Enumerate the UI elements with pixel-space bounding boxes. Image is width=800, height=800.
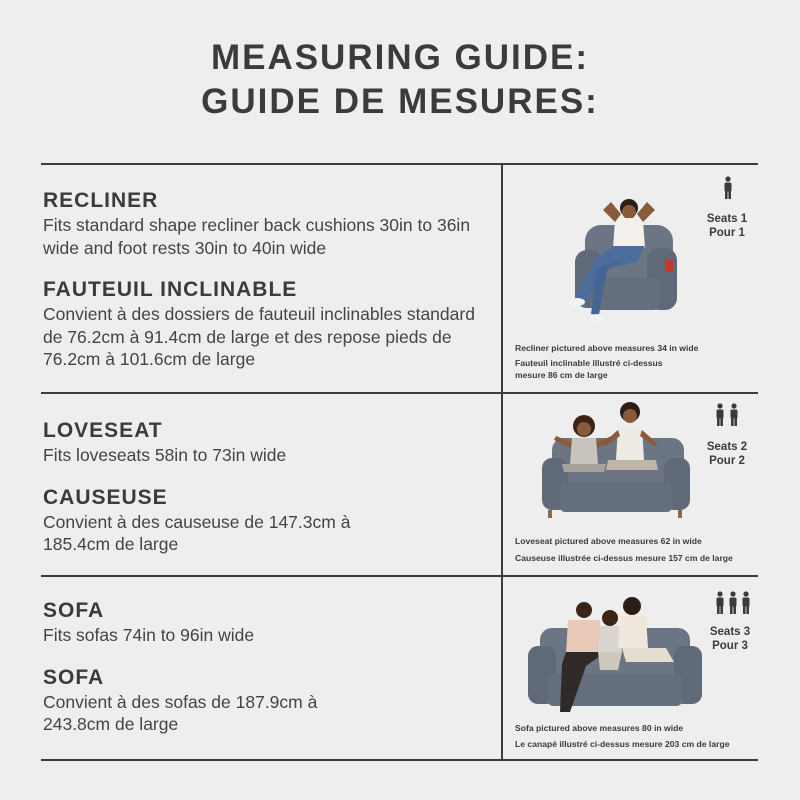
loveseat-description-en: Fits loveseats 58in to 73in wide: [43, 445, 287, 465]
recliner-description-en: Fits standard shape recliner back cushions 30in to 36in wide and foot rests 30in to 40in wide: [43, 215, 471, 258]
sofa-description-en: Fits sofas 74in to 96in wide: [43, 625, 255, 645]
recliner-photo: [545, 190, 685, 330]
loveseat-heading-en: LOVESEAT: [43, 419, 163, 442]
sofa-heading-en: SOFA: [43, 599, 105, 622]
table-bottom-rule: [41, 759, 758, 761]
loveseat-caption-fr: Causeuse illustrée ci-dessus mesure 157 cm de large: [515, 553, 733, 563]
recliner-caption-fr: Fauteuil inclinable illustré ci-dessus mesure 86 cm de large: [515, 358, 663, 380]
recliner-text-cell: [43, 189, 493, 371]
loveseat-seat-count: [697, 440, 757, 468]
row-divider-2: [41, 575, 758, 577]
recliner-description-fr: Convient à des dossiers de fauteuil inclinables standard de 76.2cm à 91.4cm de large et des repose pieds de 76.2cm à 101.6cm de large: [43, 304, 475, 369]
recliner-heading-fr: FAUTEUIL INCLINABLE: [43, 278, 298, 301]
sofa-seat-count: [700, 625, 760, 653]
loveseat-description-fr: Convient à des causeuse de 147.3cm à 185.4cm de large: [43, 511, 351, 554]
seats-label-en: Seats 2: [706, 441, 748, 453]
seats-label-fr: Pour 1: [709, 227, 745, 239]
seats-label-fr: Pour 2: [709, 455, 745, 467]
sofa-description-fr: Convient à des sofas de 187.9cm à 243.8cm de large: [43, 691, 318, 734]
person-icon: [714, 403, 742, 427]
person-icon: [722, 176, 734, 200]
recliner-heading-en: RECLINER: [43, 189, 159, 212]
row-divider-1: [41, 392, 758, 394]
title-line-fr: GUIDE DE MESURES:: [201, 82, 599, 121]
loveseat-text-cell: [43, 419, 493, 556]
table-top-rule: [41, 163, 758, 165]
recliner-caption-en: Recliner pictured above measures 34 in wide: [515, 343, 699, 353]
sofa-heading-fr: SOFA: [43, 665, 105, 689]
loveseat-photo: [540, 398, 690, 522]
seats-label-fr: Pour 3: [712, 640, 748, 652]
page-title: [0, 36, 800, 124]
recliner-seat-count: [697, 212, 757, 240]
sofa-photo: [526, 594, 702, 716]
loveseat-caption-en: Loveseat pictured above measures 62 in wide: [515, 536, 702, 546]
sofa-text-cell: [43, 599, 493, 736]
seats-label-en: Seats 1: [706, 213, 748, 225]
loveseat-heading-fr: CAUSEUSE: [43, 485, 168, 509]
seats-label-en: Seats 3: [709, 626, 751, 638]
title-line-en: MEASURING GUIDE:: [210, 38, 590, 77]
person-icon: [714, 591, 754, 615]
sofa-caption-fr: Le canapé illustré ci-dessus mesure 203 cm de large: [515, 739, 730, 749]
sofa-caption-en: Sofa pictured above measures 80 in wide: [515, 723, 684, 733]
column-divider: [501, 163, 503, 761]
